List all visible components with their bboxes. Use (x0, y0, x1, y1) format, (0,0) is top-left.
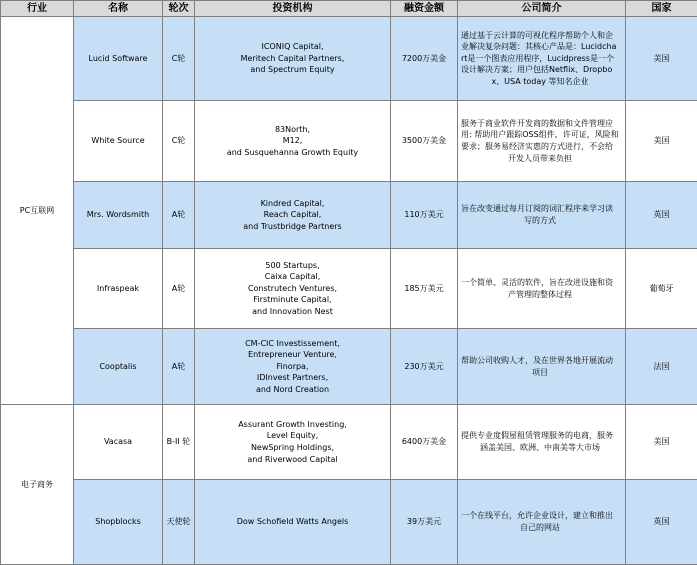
amount-cell: 230万美元 (391, 329, 458, 405)
intro-cell: 旨在改变通过每月订阅的词汇程序来学习读写的方式 (458, 182, 626, 249)
investor-name: Finorpa, (276, 361, 309, 371)
intro-cell: 帮助公司收购人才，及在世界各地开展流动项目 (458, 329, 626, 405)
amount-cell: 110万美元 (391, 182, 458, 249)
table-row (1, 405, 697, 480)
industry-cell: PC互联网 (1, 17, 74, 405)
header-intro: 公司简介 (458, 1, 626, 17)
investor-name: and Trustbridge Partners (243, 221, 342, 231)
round-cell: B-II 轮 (163, 405, 195, 480)
round-cell: A轮 (163, 329, 195, 405)
round-cell: A轮 (163, 182, 195, 249)
investor-name: Kindred Capital, (260, 198, 325, 208)
header-amount: 融资金额 (391, 1, 458, 17)
investor-name: NewSpring Holdings, (250, 443, 335, 452)
investor-name: and Riverwood Capital (247, 454, 338, 464)
country-cell: 法国 (626, 329, 697, 405)
company-name: Infraspeak (74, 249, 163, 329)
investor-name: Level Equity, (266, 431, 319, 441)
table-row (1, 249, 697, 329)
header-investors: 投资机构 (195, 1, 391, 17)
header-name: 名称 (74, 1, 163, 17)
investor-name: Assurant Growth Investing, (238, 419, 347, 429)
table-row (1, 101, 697, 182)
intro-cell: 通过基于云计算的可视化程序帮助个人和企业解决复杂问题：其核心产品是：Lucidchart是一个图表应用程序，Lucidpress是一个设计解决方案；用户包括Netflix、Dropbox、USA today 等知名企业 (458, 17, 626, 101)
investors-cell (195, 101, 391, 182)
table-row (1, 17, 697, 101)
investor-name: ICONIQ Capital, (261, 42, 324, 52)
round-cell: A轮 (163, 249, 195, 329)
investor-name: Reach Capital, (263, 210, 322, 220)
amount-cell: 185万美元 (391, 249, 458, 329)
investors-cell (195, 249, 391, 329)
table-row (1, 182, 697, 249)
investor-name: Firstminute Capital, (253, 295, 332, 305)
investor-name: Construtech Ventures, (247, 283, 338, 293)
intro-cell: 服务于商业软件开发商的数据和文件管理应用: 帮助用户跟踪OSS组件，许可证，风险和要求；服务易经济实惠的方式进行，不会给开发人员带来负担 (458, 101, 626, 182)
round-cell: C轮 (163, 101, 195, 182)
country-cell: 英国 (626, 182, 697, 249)
investor-name: CM-CIC Investissement, (245, 338, 340, 348)
intro-cell: 一个在线平台，允许企业设计，建立和推出自己的网站 (458, 480, 626, 565)
investors-cell (195, 329, 391, 405)
investor-name: IDInvest Partners, (256, 373, 329, 383)
amount-cell: 7200万美金 (391, 17, 458, 101)
investor-name: 500 Startups, (265, 260, 320, 270)
company-name: Vacasa (74, 405, 163, 480)
company-name: Shopblocks (74, 480, 163, 565)
investor-name: Dow Schofield Watts Angels (236, 517, 349, 527)
investors-cell (195, 182, 391, 249)
investor-name: and Susquehanna Growth Equity (226, 147, 359, 157)
table-row (1, 480, 697, 565)
country-cell: 葡萄牙 (626, 249, 697, 329)
intro-cell: 一个简单、灵活的软件，旨在改进设施和资产管理的整体过程 (458, 249, 626, 329)
investors-cell (195, 405, 391, 480)
investor-name: Caixa Capital, (264, 272, 321, 282)
investor-name: 83North, (274, 124, 311, 134)
investor-name: and Nord Creation (255, 384, 330, 394)
company-name: Cooptalis (74, 329, 163, 405)
company-name: Lucid Software (74, 17, 163, 101)
country-cell: 英国 (626, 480, 697, 565)
investor-name: Meritech Capital Partners, (240, 53, 345, 63)
header-country: 国家 (626, 1, 697, 17)
intro-cell: 提供专业度假屋租赁管理服务的电商，服务涵盖美国、欧洲、中南美等大市场 (458, 405, 626, 480)
amount-cell: 3500万美金 (391, 101, 458, 182)
company-name: Mrs. Wordsmith (74, 182, 163, 249)
header-industry: 行业 (1, 1, 74, 17)
country-cell: 美国 (626, 101, 697, 182)
investor-name: and Innovation Nest (252, 306, 333, 316)
industry-cell: 电子商务 (1, 405, 74, 565)
investor-name: M12, (282, 136, 303, 146)
header-round: 轮次 (163, 1, 195, 17)
table-row (1, 329, 697, 405)
country-cell: 美国 (626, 405, 697, 480)
amount-cell: 6400万美金 (391, 405, 458, 480)
country-cell: 美国 (626, 17, 697, 101)
amount-cell: 39万美元 (391, 480, 458, 565)
investor-name: Entrepreneur Venture, (248, 350, 337, 360)
header-row (1, 1, 697, 17)
round-cell: C轮 (163, 17, 195, 101)
company-name: White Source (74, 101, 163, 182)
investor-name: and Spectrum Equity (250, 65, 335, 75)
investors-cell (195, 17, 391, 101)
investors-cell (195, 480, 391, 565)
round-cell: 天使轮 (163, 480, 195, 565)
